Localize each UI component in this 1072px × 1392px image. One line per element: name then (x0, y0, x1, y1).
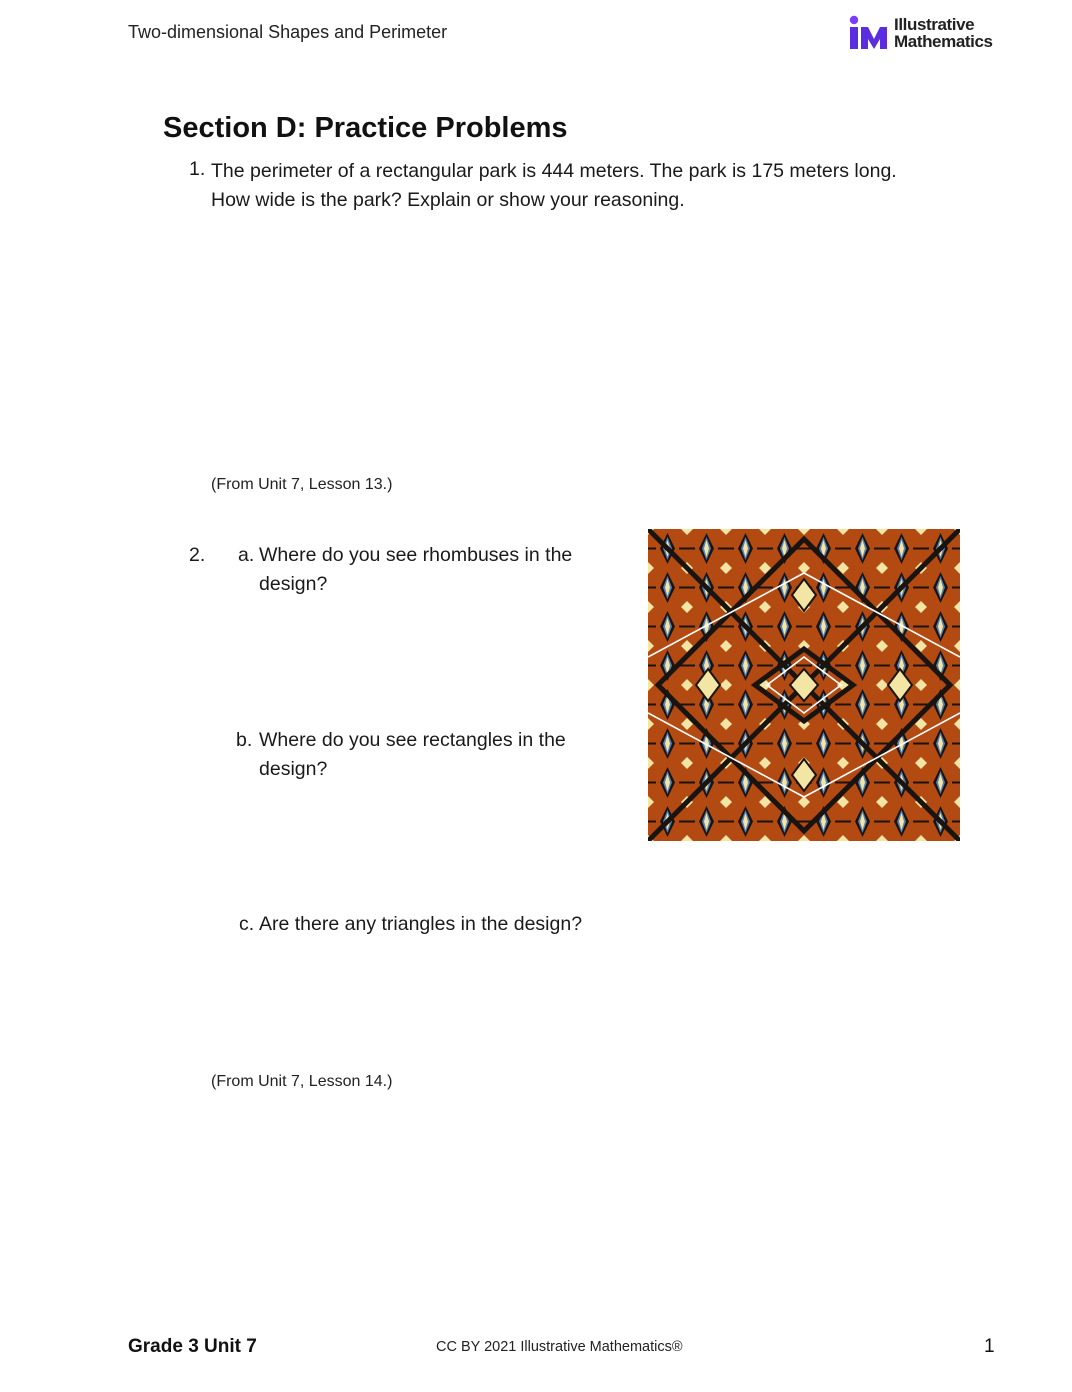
running-title: Two-dimensional Shapes and Perimeter (128, 22, 448, 42)
problem-2c-label: c. (239, 913, 255, 935)
kaleidoscope-design-image (648, 529, 960, 841)
problem-2-number: 2. (189, 544, 206, 566)
problem-2a-line-1: Where do you see rhombuses in the (259, 544, 573, 566)
problem-2b-text (259, 726, 566, 784)
problem-2-source: (From Unit 7, Lesson 14.) (211, 1073, 393, 1090)
im-logo-icon (848, 15, 890, 51)
logo-line-1: Illustrative (894, 15, 975, 34)
footer-page-number: 1 (984, 1336, 995, 1357)
problem-2b-line-2: design? (259, 758, 328, 780)
section-title: Section D: Practice Problems (163, 112, 568, 144)
problem-2b-line-1: Where do you see rectangles in the (259, 729, 566, 751)
footer-license: CC BY 2021 Illustrative Mathematics® (436, 1339, 683, 1355)
problem-2b-label: b. (236, 729, 253, 751)
problem-1-number: 1. (189, 158, 206, 180)
problem-2c-line-1: Are there any triangles in the design? (259, 913, 583, 935)
problem-1-text (211, 157, 897, 215)
footer-grade-unit: Grade 3 Unit 7 (128, 1336, 257, 1357)
problem-2a-label: a. (238, 544, 255, 566)
problem-2a-line-2: design? (259, 573, 328, 595)
problem-2a-text (259, 541, 572, 599)
problem-1-line-2: How wide is the park? Explain or show your reasoning. (211, 189, 685, 211)
problem-1-source: (From Unit 7, Lesson 13.) (211, 476, 393, 493)
problem-2c-text (259, 910, 582, 939)
logo-line-2: Mathematics (894, 32, 993, 51)
problem-1-line-1: The perimeter of a rectangular park is 444 meters. The park is 175 meters long. (211, 160, 897, 182)
illustrative-mathematics-logo (848, 15, 998, 51)
